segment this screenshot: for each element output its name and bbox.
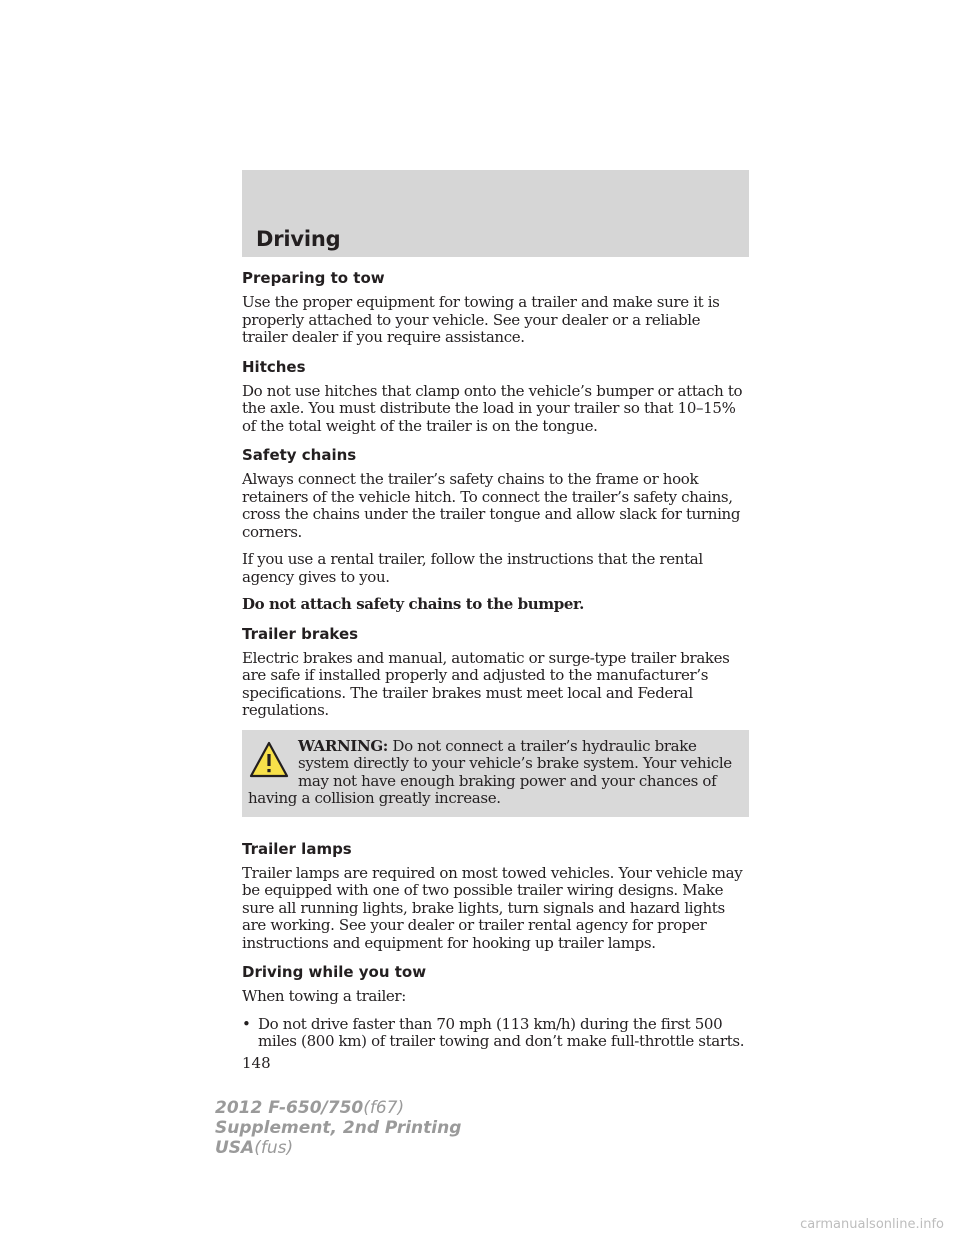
paragraph-preparing: Use the proper equipment for towing a trailer and make sure it is properly attached to your vehicle. See your dealer or a reliable trailer dealer if you require assistance. bbox=[242, 293, 720, 346]
heading-preparing-to-tow: Preparing to tow bbox=[242, 269, 385, 287]
list-item bbox=[242, 1016, 749, 1051]
paragraph-hitches: Do not use hitches that clamp onto the vehicle’s bumper or attach to the axle. You must distribute the load in your trailer so that 10–15% of the total weight of the trailer is on the tongue. bbox=[242, 381, 743, 435]
footer-line-2: Supplement, 2nd Printing bbox=[215, 1118, 462, 1138]
heading-safety-chains: Safety chains bbox=[242, 446, 357, 464]
heading-hitches: Hitches bbox=[242, 357, 306, 376]
warning-box bbox=[242, 730, 749, 817]
paragraph-safety-chains-bold: Do not attach safety chains to the bumper. bbox=[242, 595, 584, 613]
footer-region-code: (fus) bbox=[254, 1138, 294, 1158]
warning-text: Do not connect a trailer’s hydraulic brake system directly to your vehicle’s brake system. Your vehicle may not have enough braking power and your chances of having a collision greatly increase. bbox=[248, 736, 732, 807]
footer-model: 2012 F-650/750 bbox=[215, 1098, 364, 1118]
footer-model-code: (f67) bbox=[363, 1098, 405, 1118]
heading-driving-while-tow: Driving while you tow bbox=[242, 963, 427, 981]
footer-region: USA bbox=[215, 1138, 255, 1158]
bullet-marker: • bbox=[242, 1014, 251, 1033]
section-header-band bbox=[242, 170, 749, 257]
page-content bbox=[242, 268, 749, 1072]
document-footer bbox=[215, 1098, 461, 1158]
paragraph-safety-chains-2: If you use a rental trailer, follow the instructions that the rental agency gives to you. bbox=[242, 550, 703, 586]
footer-line-3 bbox=[215, 1138, 461, 1158]
towing-bullet-list bbox=[242, 1016, 749, 1051]
footer-line-1 bbox=[215, 1098, 461, 1118]
heading-trailer-lamps: Trailer lamps bbox=[242, 839, 352, 858]
paragraph-driving-while-tow: When towing a trailer: bbox=[242, 987, 406, 1005]
section-title: Driving bbox=[256, 227, 341, 251]
warning-label: WARNING: bbox=[298, 736, 388, 755]
warning-triangle-icon bbox=[248, 740, 290, 780]
bullet-text: Do not drive faster than 70 mph (113 km/h) during the first 500 miles (800 km) of trailer towing and don’t make full-throttle starts. bbox=[258, 1014, 745, 1050]
paragraph-trailer-brakes: Electric brakes and manual, automatic or surge-type trailer brakes are safe if installed properly and adjusted to the manufacturer’s specifications. The trailer brakes must meet local and Federal regulations. bbox=[242, 648, 730, 719]
page-number: 148 bbox=[242, 1053, 271, 1072]
watermark-link[interactable]: carmanualsonline.info bbox=[800, 1217, 944, 1232]
heading-trailer-brakes: Trailer brakes bbox=[242, 624, 359, 643]
paragraph-safety-chains-1: Always connect the trailer’s safety chains to the frame or hook retainers of the vehicle hitch. To connect the trailer’s safety chains, cross the chains under the trailer tongue and allow slack for turning corners. bbox=[242, 470, 741, 541]
paragraph-trailer-lamps: Trailer lamps are required on most towed vehicles. Your vehicle may be equipped with one of two possible trailer wiring designs. Make sure all running lights, brake lights, turn signals and hazard lights are working. See your dealer or trailer rental agency for proper instructions and equipment for hooking up trailer lamps. bbox=[242, 863, 743, 952]
